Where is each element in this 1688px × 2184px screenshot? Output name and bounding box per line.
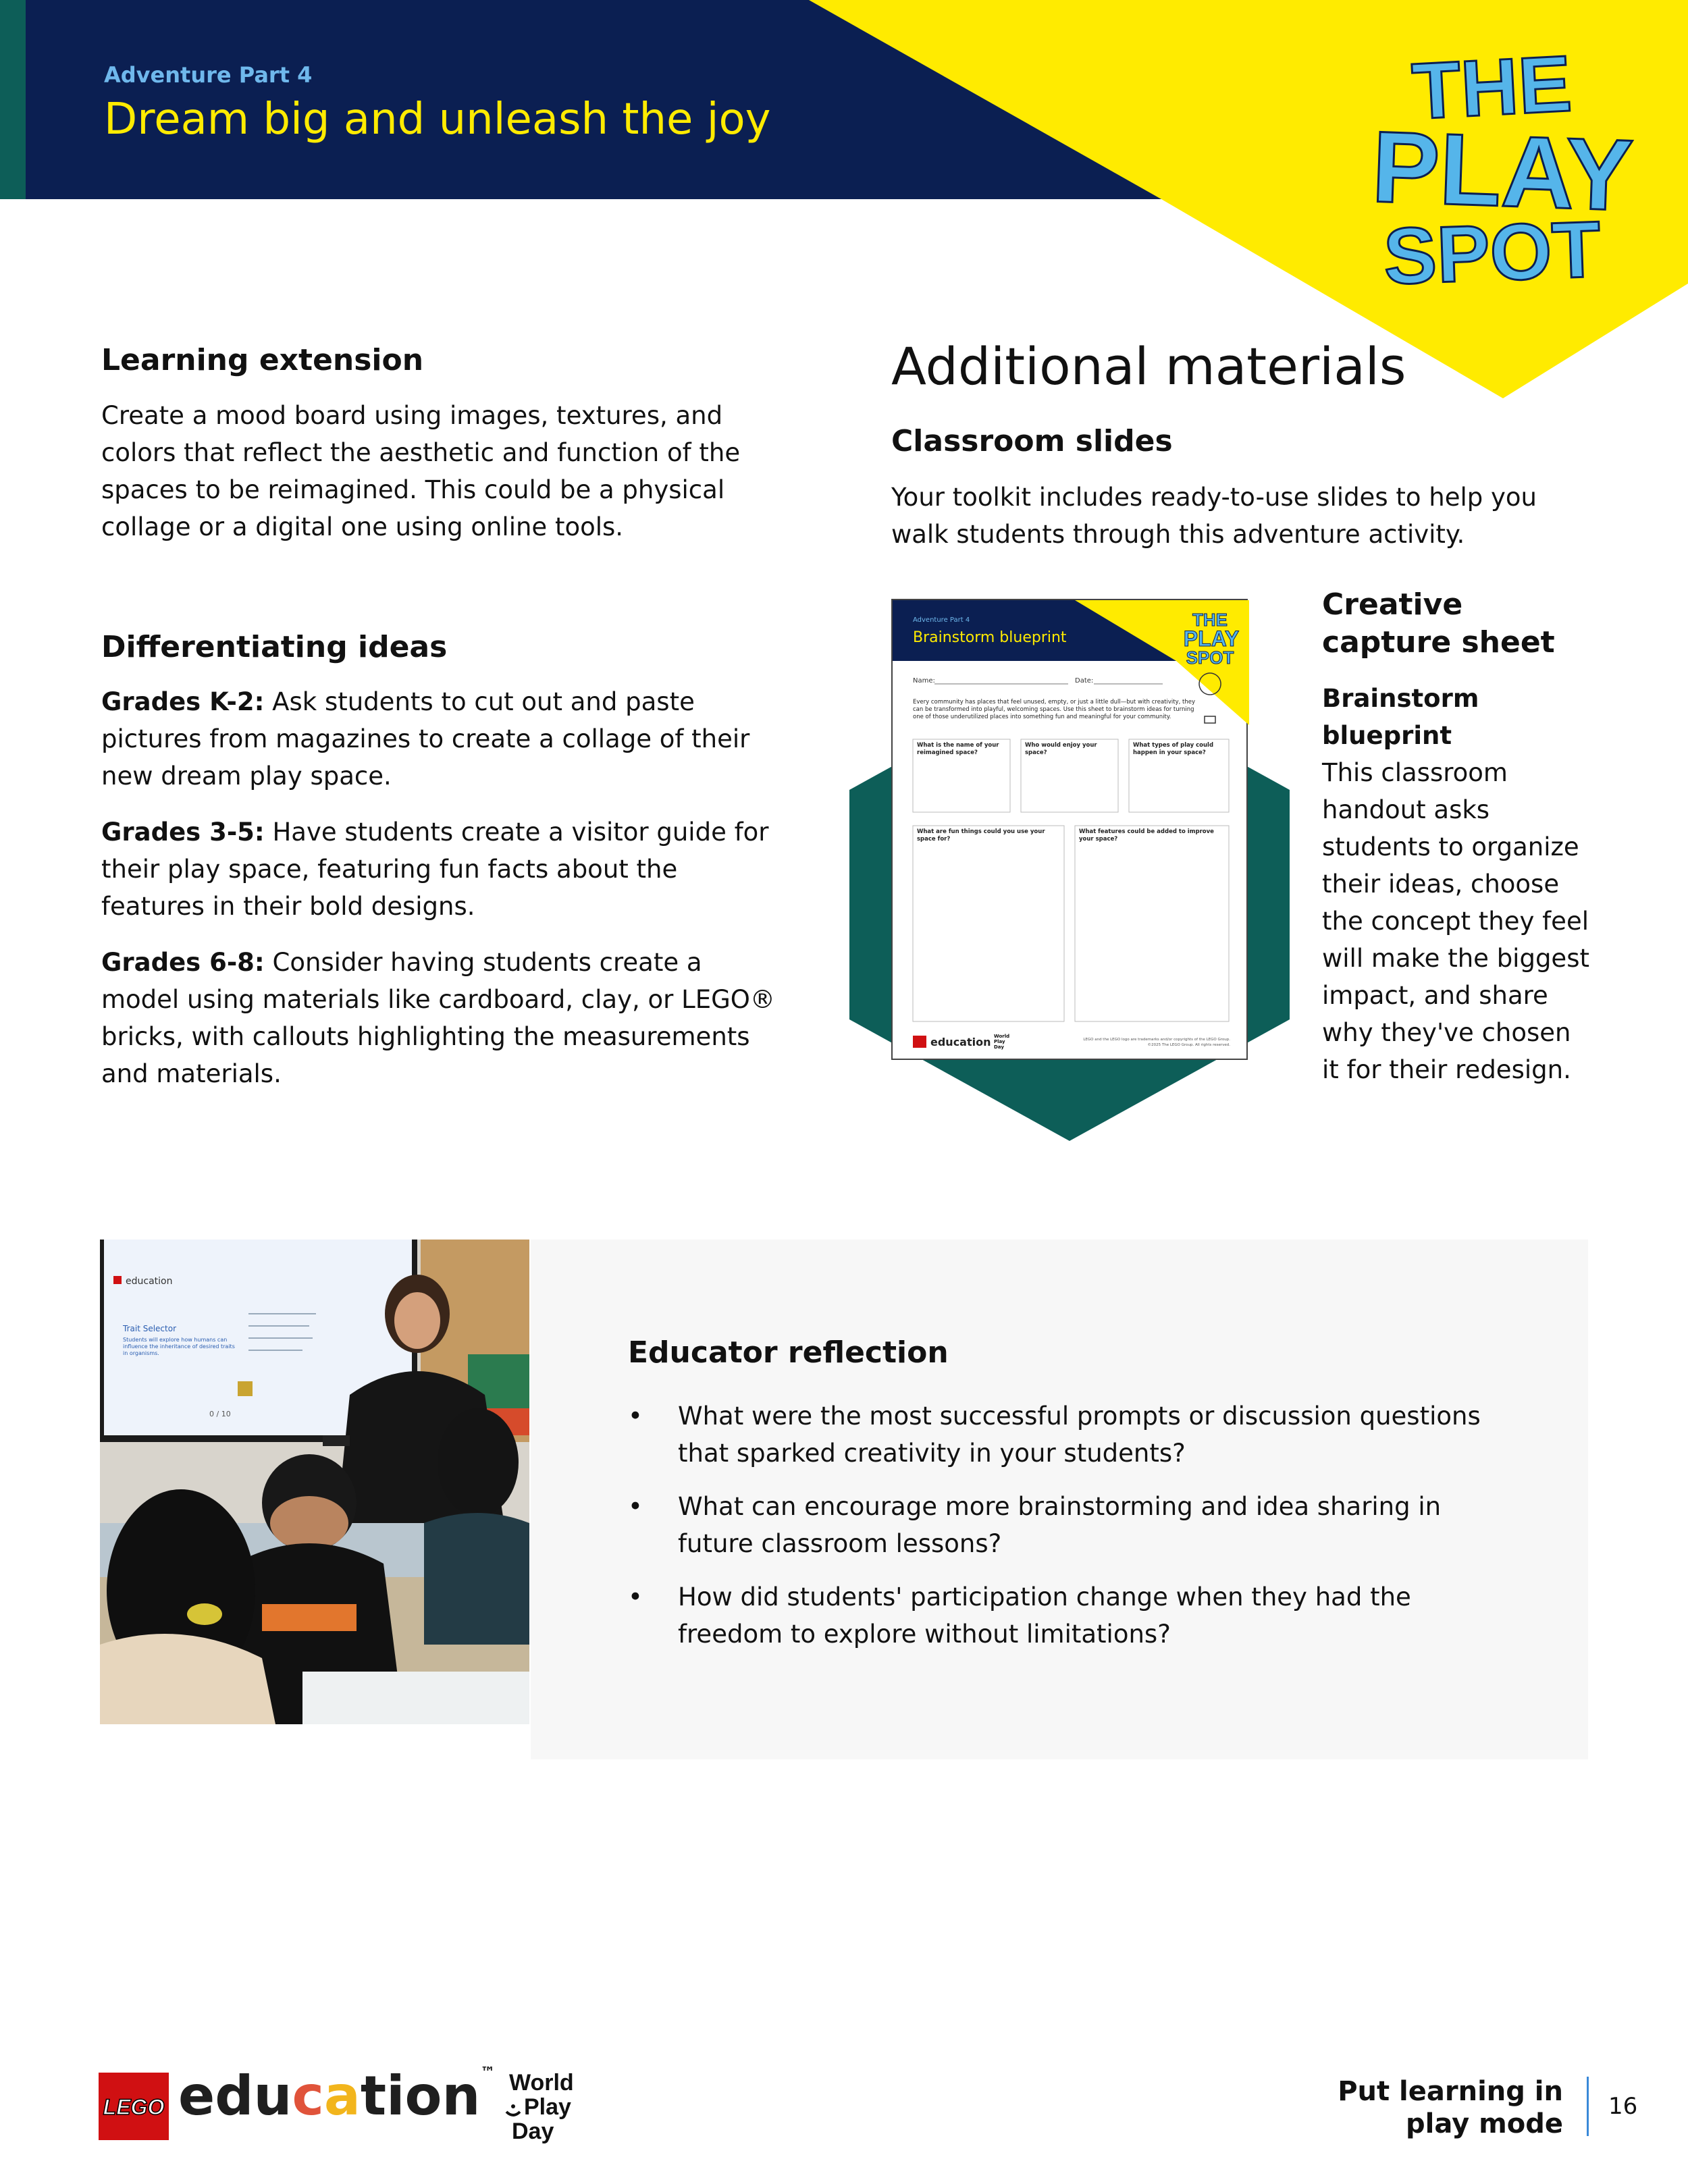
sheet-box-label: What features could be added to improve your space?: [1079, 828, 1214, 843]
differentiating-item-k2: [101, 683, 783, 795]
wpd-play: Play: [524, 2094, 571, 2120]
capture-sheet-body: [1322, 680, 1592, 1088]
sheet-kicker: Adventure Part 4: [913, 616, 970, 624]
tagline-line2: play mode: [1405, 2108, 1563, 2139]
learning-extension-heading: Learning extension: [101, 343, 424, 377]
screen-title: Trait Selector: [123, 1324, 177, 1333]
header-accent-stripe: [0, 0, 26, 199]
sheet-logo-spot: SPOT: [1186, 647, 1234, 668]
list-item: • What can encourage more brainstorming and idea sharing in future classroom lessons?: [628, 1488, 1506, 1562]
logo-line-spot: SPOT: [1381, 205, 1602, 302]
sheet-logo-the: THE: [1192, 610, 1228, 630]
lego-logo-text: LEGO: [103, 2095, 165, 2119]
edu-part-accent: c: [292, 2065, 324, 2127]
list-item: • What were the most successful prompts or discussion questions that sparked creativity in your students?: [628, 1397, 1506, 1472]
edu-part: tion: [360, 2065, 481, 2127]
capture-sheet-heading: [1322, 586, 1555, 662]
differentiating-heading: Differentiating ideas: [101, 630, 448, 664]
tagline-line1: Put learning in: [1338, 2076, 1563, 2107]
edu-tm: ™: [480, 2065, 496, 2081]
page-number: 16: [1608, 2093, 1638, 2120]
list-item: • How did students' participation change when they had the freedom to explore without limitations?: [628, 1578, 1506, 1653]
screen-pager: 0 / 10: [209, 1410, 231, 1418]
differentiating-item-68: [101, 944, 783, 1092]
educator-reflection-heading: Educator reflection: [628, 1335, 949, 1370]
sheet-legal: LEGO and the LEGO logo are trademarks and/or copyrights of the LEGO Group.: [1083, 1038, 1230, 1042]
wpd-world: World: [509, 2070, 574, 2096]
lego-logo: [99, 2073, 169, 2140]
classroom-photo-drawing: [100, 1240, 529, 1724]
capture-sheet-heading-line1: Creative: [1322, 587, 1463, 622]
sheet-title: Brainstorm blueprint: [913, 629, 1067, 646]
grade-text: Have students create a visitor guide for their play space, featuring fun facts about the features in their bold designs.: [101, 818, 769, 921]
capture-sheet-thumbnail: [891, 599, 1248, 1060]
sheet-intro: Every community has places that feel unused, empty, or just a little dull—but with creativity, they can be transformed into playful, welcoming spaces. Use this sheet to brainstorm ideas for turning one of those underutilized places into something fun and meaningful for your community.: [913, 699, 1195, 720]
capture-sheet-drawing: [893, 600, 1249, 1061]
header-kicker: Adventure Part 4: [104, 62, 313, 88]
sheet-name-label: Name:: [913, 677, 935, 685]
sheet-box-label: Who would enjoy your space?: [1025, 742, 1097, 756]
edu-part-accent: a: [323, 2065, 361, 2127]
classroom-photo: [100, 1240, 529, 1724]
grade-label: Grades 6-8:: [101, 948, 265, 977]
sheet-box-label: What types of play could happen in your space?: [1133, 742, 1214, 756]
reflection-list: [628, 1397, 1506, 1669]
sheet-legal: ©2025 The LEGO Group. All rights reserved.: [1147, 1043, 1230, 1047]
sheet-box-label: What is the name of your reimagined space?: [917, 742, 999, 756]
logo-line-play: PLAY: [1370, 109, 1635, 232]
additional-materials-title: Additional materials: [891, 336, 1406, 396]
page-title: Dream big and unleash the joy: [104, 95, 771, 144]
sheet-footer-wpd: World: [994, 1034, 1010, 1039]
capture-sheet-text: This classroom handout asks students to organize their ideas, choose the concept they feel will make the biggest impact, and share why they've chosen it for their redesign.: [1322, 758, 1589, 1084]
classroom-slides-text: Your toolkit includes ready-to-use slides to help you walk students through this adventure activity.: [891, 483, 1537, 549]
capture-sheet-subheading: Brainstorm blueprint: [1322, 684, 1479, 750]
sheet-box-label: What are fun things could you use your space for?: [917, 828, 1045, 843]
screen-brand: education: [126, 1276, 173, 1287]
sheet-footer-brand: education: [930, 1036, 991, 1048]
sheet-footer-wpd: Play: [994, 1039, 1005, 1044]
capture-sheet-heading-line2: capture sheet: [1322, 625, 1555, 660]
grade-text: Consider having students create a model using materials like cardboard, clay, or LEGO® bricks, with callouts highlighting the measurements and materials.: [101, 948, 775, 1088]
grade-text: Ask students to cut out and paste pictures from magazines to create a collage of their new dream play space.: [101, 687, 750, 791]
edu-part: edu: [178, 2065, 292, 2127]
sheet-date-label: Date:: [1075, 677, 1094, 685]
differentiating-item-35: [101, 814, 783, 925]
screen-subtitle: Students will explore how humans can influence the inheritance of desired traits in organisms.: [123, 1337, 235, 1356]
sheet-footer-wpd: Day: [994, 1044, 1004, 1050]
logo-line-the: THE: [1410, 38, 1574, 137]
footer-divider: [1587, 2077, 1589, 2136]
sheet-logo-play: PLAY: [1183, 627, 1240, 651]
play-spot-logo: [1370, 38, 1635, 302]
grade-label: Grades 3-5:: [101, 818, 265, 847]
education-wordmark: [178, 2065, 495, 2127]
learning-extension-text: Create a mood board using images, textures, and colors that reflect the aesthetic and function of the spaces to be reimagined. This could be a physical collage or a digital one using online tools.: [101, 401, 741, 541]
classroom-slides-heading: Classroom slides: [891, 424, 1173, 458]
footer-tagline: [1283, 2075, 1563, 2140]
wpd-day: Day: [512, 2119, 554, 2144]
world-play-day-logo: [494, 2067, 609, 2143]
grade-label: Grades K-2:: [101, 687, 265, 716]
